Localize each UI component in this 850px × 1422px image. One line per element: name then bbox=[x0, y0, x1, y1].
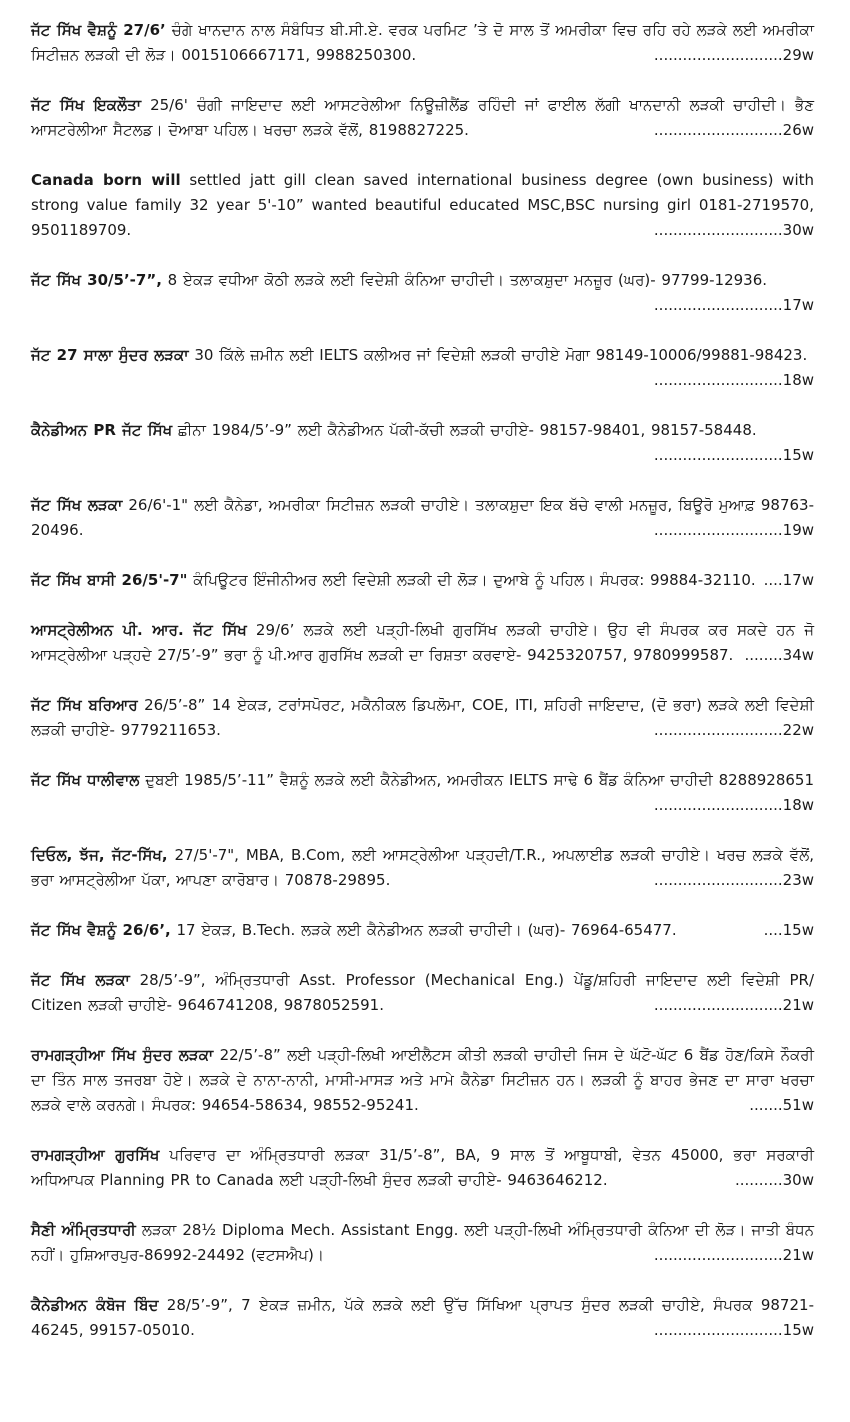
ad-heading: ਜੱਟ ਸਿੱਖ ਵੈਸ਼ਨੂੰ 26/6’, bbox=[31, 921, 171, 939]
ad-word-count: ....17w bbox=[763, 571, 814, 589]
ad-text: 17 ਏਕੜ, B.Tech. ਲੜਕੇ ਲਈ ਕੈਨੇਡੀਅਨ ਲੜਕੀ ਚਾਹੀਦੀ। (ਘਰ)- 76964-65477. bbox=[170, 921, 677, 939]
ad-heading: ਕੈਨੇਡੀਅਨ PR ਜੱਟ ਸਿੱਖ bbox=[31, 421, 173, 439]
ad-11 bbox=[31, 843, 814, 893]
ad-word-count: ...........................29w bbox=[653, 46, 814, 64]
ad-word-count: ........34w bbox=[744, 646, 814, 664]
ad-text: ਕੰਪਿਊਟਰ ਇੰਜੀਨੀਅਰ ਲਈ ਵਿਦੇਸ਼ੀ ਲੜਕੀ ਦੀ ਲੋੜ। ਦੁਆਬੇ ਨੂੰ ਪਹਿਲ। ਸੰਪਰਕ: 99884-32110. bbox=[187, 571, 756, 589]
ad-16 bbox=[31, 1218, 814, 1268]
ad-word-count: ...........................18w bbox=[653, 796, 814, 814]
ad-heading: ਜੱਟ ਸਿੱਖ ਬਾਸੀ 26/5'-7" bbox=[31, 571, 188, 589]
ad-text: ਦੁਬਈ 1985/5’-11” ਵੈਸ਼ਨੂੰ ਲੜਕੇ ਲਈ ਕੈਨੇਡੀਅਨ, ਅਮਰੀਕਨ IELTS ਸਾਢੇ 6 ਬੈਂਡ ਕੰਨਿਆ ਚਾਹੀਦੀ 8288928651 bbox=[139, 771, 815, 789]
ad-text: 28/5’-9”, 7 ਏਕੜ ਜ਼ਮੀਨ, ਪੱਕੇ ਲੜਕੇ ਲਈ ਉੱਚ ਸਿੱਖਿਆ ਪ੍ਰਾਪਤ ਸੁੰਦਰ ਲੜਕੀ ਚਾਹੀਏ, ਸੰਪਰਕ 98721-46245, 99157-05010. bbox=[31, 1296, 814, 1339]
ad-12 bbox=[31, 918, 814, 943]
ad-15 bbox=[31, 1143, 814, 1193]
ad-text: 30 ਕਿੱਲੇ ਜ਼ਮੀਨ ਲਈ IELTS ਕਲੀਅਰ ਜਾਂ ਵਿਦੇਸ਼ੀ ਲੜਕੀ ਚਾਹੀਏ ਮੋਗਾ 98149-10006/99881-98423. bbox=[188, 346, 808, 364]
ad-7 bbox=[31, 568, 814, 593]
ad-heading: ਜੱਟ ਸਿੱਖ ਇਕਲੌਤਾ bbox=[31, 96, 142, 114]
ad-word-count: ..........30w bbox=[734, 1171, 814, 1189]
ad-heading: ਜੱਟ ਸਿੱਖ 30/5’-7”, bbox=[31, 271, 162, 289]
ad-text: 25/6' ਚੰਗੀ ਜਾਇਦਾਦ ਲਈ ਆਸਟਰੇਲੀਆ ਨਿਊਜ਼ੀਲੈਂਡ ਰਹਿੰਦੀ ਜਾਂ ਫਾਈਲ ਲੱਗੀ ਖਾਨਦਾਨੀ ਲੜਕੀ ਚਾਹੀਦੀ। ਭੈਣ ਆਸਟਰੇਲੀਆ ਸੈਟਲਡ। ਦੋਆਬਾ ਪਹਿਲ। ਖਰਚਾ ਲੜਕੇ ਵੱਲੋਂ, 8198827225. bbox=[31, 96, 814, 139]
ad-4 bbox=[31, 343, 814, 393]
ad-word-count: ...........................23w bbox=[653, 871, 814, 889]
ad-heading: ਜੱਟ ਸਿੱਖ ਲੜਕਾ bbox=[31, 496, 123, 514]
ad-2 bbox=[31, 168, 814, 243]
ad-text: 27/5'-7", MBA, B.Com, ਲਈ ਆਸਟ੍ਰੇਲੀਆ ਪੜ੍ਹਦੀ/T.R., ਅਪਲਾਈਡ ਲੜਕੀ ਚਾਹੀਏ। ਖਰਚ ਲੜਕੇ ਵੱਲੋਂ, ਭਰਾ ਆਸਟ੍ਰੇਲੀਆ ਪੱਕਾ, ਆਪਣਾ ਕਾਰੋਬਾਰ। 70878-29895. bbox=[31, 846, 814, 889]
ad-heading: ਜੱਟ ਸਿੱਖ ਧਾਲੀਵਾਲ bbox=[31, 771, 140, 789]
ad-8 bbox=[31, 618, 814, 668]
ad-heading: ਜੱਟ ਸਿੱਖ ਬਰਿਆਰ bbox=[31, 696, 138, 714]
ad-word-count: ...........................19w bbox=[653, 521, 814, 539]
ad-word-count: ....15w bbox=[763, 921, 814, 939]
ad-heading: ਰਾਮਗੜ੍ਹੀਆ ਗੁਰਸਿੱਖ bbox=[31, 1146, 160, 1164]
ad-heading: ਆਸਟ੍ਰੇਲੀਅਨ ਪੀ. ਆਰ. ਜੱਟ ਸਿੱਖ bbox=[31, 621, 247, 639]
ad-word-count: ...........................15w bbox=[653, 1321, 814, 1339]
ad-14 bbox=[31, 1043, 814, 1118]
ad-9 bbox=[31, 693, 814, 743]
ad-1 bbox=[31, 93, 814, 143]
ad-word-count: ...........................21w bbox=[653, 996, 814, 1014]
ad-heading: ਦਿਓਲ, ਝੱਜ, ਜੱਟ-ਸਿੱਖ, bbox=[31, 846, 168, 864]
ad-text: ਚੰਗੇ ਖਾਨਦਾਨ ਨਾਲ ਸੰਬੰਧਿਤ ਬੀ.ਸੀ.ਏ. ਵਰਕ ਪਰਮਿਟ ’ਤੇ ਦੋ ਸਾਲ ਤੋਂ ਅਮਰੀਕਾ ਵਿਚ ਰਹਿ ਰਹੇ ਲੜਕੇ ਲਈ ਅਮਰੀਕਾ ਸਿਟੀਜ਼ਨ ਲੜਕੀ ਦੀ ਲੋੜ। 0015106667171, 9988250300. bbox=[31, 21, 814, 64]
ad-heading: ਸੈਣੀ ਅੰਮ੍ਰਿਤਧਾਰੀ bbox=[31, 1221, 136, 1239]
ad-text: 22/5’-8” ਲਈ ਪੜ੍ਹੀ-ਲਿਖੀ ਆਈਲੈਟਸ ਕੀਤੀ ਲੜਕੀ ਚਾਹੀਦੀ ਜਿਸ ਦੇ ਘੱਟੋ-ਘੱਟ 6 ਬੈਂਡ ਹੋਣ/ਕਿਸੇ ਨੌਕਰੀ ਦਾ ਤਿੰਨ ਸਾਲ ਤਜਰਬਾ ਹੋਏ। ਲੜਕੇ ਦੇ ਨਾਨਾ-ਨਾਨੀ, ਮਾਸੀ-ਮਾਸੜ ਅਤੇ ਮਾਮੇ ਕੈਨੇਡਾ ਸਿਟੀਜ਼ਨ ਹਨ। ਲੜਕੀ ਨੂੰ ਬਾਹਰ ਭੇਜਣ ਦਾ ਸਾਰਾ ਖਰਚਾ ਲੜਕੇ ਵਾਲੇ ਕਰਨਗੇ। ਸੰਪਰਕ: 94654-58634, 98552-95241. bbox=[31, 1046, 814, 1114]
ad-word-count: ...........................15w bbox=[653, 446, 814, 464]
ad-heading: Canada born will bbox=[31, 171, 181, 189]
ad-text: ਛੀਨਾ 1984/5’-9” ਲਈ ਕੈਨੇਡੀਅਨ ਪੱਕੀ-ਕੱਚੀ ਲੜਕੀ ਚਾਹੀਏ- 98157-98401, 98157-58448. bbox=[172, 421, 757, 439]
ad-word-count: ...........................26w bbox=[653, 121, 814, 139]
ad-heading: ਜੱਟ ਸਿੱਖ ਲੜਕਾ bbox=[31, 971, 130, 989]
ad-text: 28/5’-9”, ਅੰਮ੍ਰਿਤਧਾਰੀ Asst. Professor (Mechanical Eng.) ਪੇਂਡੂ/ਸ਼ਹਿਰੀ ਜਾਇਦਾਦ ਲਈ ਵਿਦੇਸ਼ੀ PR/ Citizen ਲੜਕੀ ਚਾਹੀਏ- 9646741208, 9878052591. bbox=[31, 971, 814, 1014]
ad-text: 26/6'-1" ਲਈ ਕੈਨੇਡਾ, ਅਮਰੀਕਾ ਸਿਟੀਜ਼ਨ ਲੜਕੀ ਚਾਹੀਏ। ਤਲਾਕਸ਼ੁਦਾ ਇਕ ਬੱਚੇ ਵਾਲੀ ਮਨਜ਼ੂਰ, ਬਿਊਰੋ ਮੁਆਫ਼ 98763-20496. bbox=[31, 496, 815, 539]
ad-text: settled jatt gill clean saved international business degree (own business) with strong value family 32 year 5'-10” wanted beautiful educated MSC,BSC nursing girl 0181-2719570, 9501189709. bbox=[31, 171, 814, 239]
ad-word-count: .......51w bbox=[749, 1096, 814, 1114]
ad-6 bbox=[31, 493, 814, 543]
ad-word-count: ...........................18w bbox=[653, 371, 814, 389]
ad-heading: ਰਾਮਗੜ੍ਹੀਆ ਸਿੱਖ ਸੁੰਦਰ ਲੜਕਾ bbox=[31, 1046, 214, 1064]
ad-17 bbox=[31, 1293, 814, 1343]
ad-text: 26/5’-8” 14 ਏਕੜ, ਟਰਾਂਸਪੋਰਟ, ਮਕੈਨੀਕਲ ਡਿਪਲੋਮਾ, COE, ITI, ਸ਼ਹਿਰੀ ਜਾਇਦਾਦ, (ਦੋ ਭਰਾ) ਲੜਕੇ ਲਈ ਵਿਦੇਸ਼ੀ ਲੜਕੀ ਚਾਹੀਏ- 9779211653. bbox=[31, 696, 814, 739]
ad-5 bbox=[31, 418, 814, 468]
ad-heading: ਜੱਟ ਸਿੱਖ ਵੈਸ਼ਨੂੰ 27/6’ bbox=[31, 21, 166, 39]
ad-text: ਪਰਿਵਾਰ ਦਾ ਅੰਮ੍ਰਿਤਧਾਰੀ ਲੜਕਾ 31/5’-8”, BA, 9 ਸਾਲ ਤੋਂ ਆਬੂਧਾਬੀ, ਵੇਤਨ 45000, ਭਰਾ ਸਰਕਾਰੀ ਅਧਿਆਪਕ Planning PR to Canada ਲਈ ਪੜ੍ਹੀ-ਲਿਖੀ ਸੁੰਦਰ ਲੜਕੀ ਚਾਹੀਏ- 9463646212. bbox=[31, 1146, 814, 1189]
ad-10 bbox=[31, 768, 814, 818]
ad-0 bbox=[31, 18, 814, 68]
ad-text: 29/6’ ਲੜਕੇ ਲਈ ਪੜ੍ਹੀ-ਲਿਖੀ ਗੁਰਸਿੱਖ ਲੜਕੀ ਚਾਹੀਏ। ਉਹ ਵੀ ਸੰਪਰਕ ਕਰ ਸਕਦੇ ਹਨ ਜੋ ਆਸਟ੍ਰੇਲੀਆ ਪੜ੍ਹਦੇ 27/5’-9” ਭਰਾ ਨੂੰ ਪੀ.ਆਰ ਗੁਰਸਿੱਖ ਲੜਕੀ ਦਾ ਰਿਸ਼ਤਾ ਕਰਵਾਏ- 9425320757, 9780999587. bbox=[31, 621, 814, 664]
ad-word-count: ...........................17w bbox=[653, 296, 814, 314]
ad-word-count: ...........................22w bbox=[653, 721, 814, 739]
ad-3 bbox=[31, 268, 814, 318]
ad-heading: ਜੱਟ 27 ਸਾਲਾ ਸੁੰਦਰ ਲੜਕਾ bbox=[31, 346, 189, 364]
ad-heading: ਕੈਨੇਡੀਅਨ ਕੰਬੋਜ ਬਿੰਦ bbox=[31, 1296, 159, 1314]
ad-text: ਲੜਕਾ 28½ Diploma Mech. Assistant Engg. ਲਈ ਪੜ੍ਹੀ-ਲਿਖੀ ਅੰਮ੍ਰਿਤਧਾਰੀ ਕੰਨਿਆ ਦੀ ਲੋੜ। ਜਾਤੀ ਬੰਧਨ ਨਹੀਂ। ਹੁਸ਼ਿਆਰਪੁਰ-86992-24492 (ਵਟਸਐਪ)। bbox=[31, 1221, 814, 1264]
ad-13 bbox=[31, 968, 814, 1018]
ad-word-count: ...........................21w bbox=[653, 1246, 814, 1264]
ad-word-count: ...........................30w bbox=[653, 221, 814, 239]
ad-text: 8 ਏਕੜ ਵਧੀਆ ਕੋਠੀ ਲੜਕੇ ਲਈ ਵਿਦੇਸ਼ੀ ਕੰਨਿਆ ਚਾਹੀਦੀ। ਤਲਾਕਸ਼ੁਦਾ ਮਨਜ਼ੂਰ (ਘਰ)- 97799-12936. bbox=[161, 271, 768, 289]
